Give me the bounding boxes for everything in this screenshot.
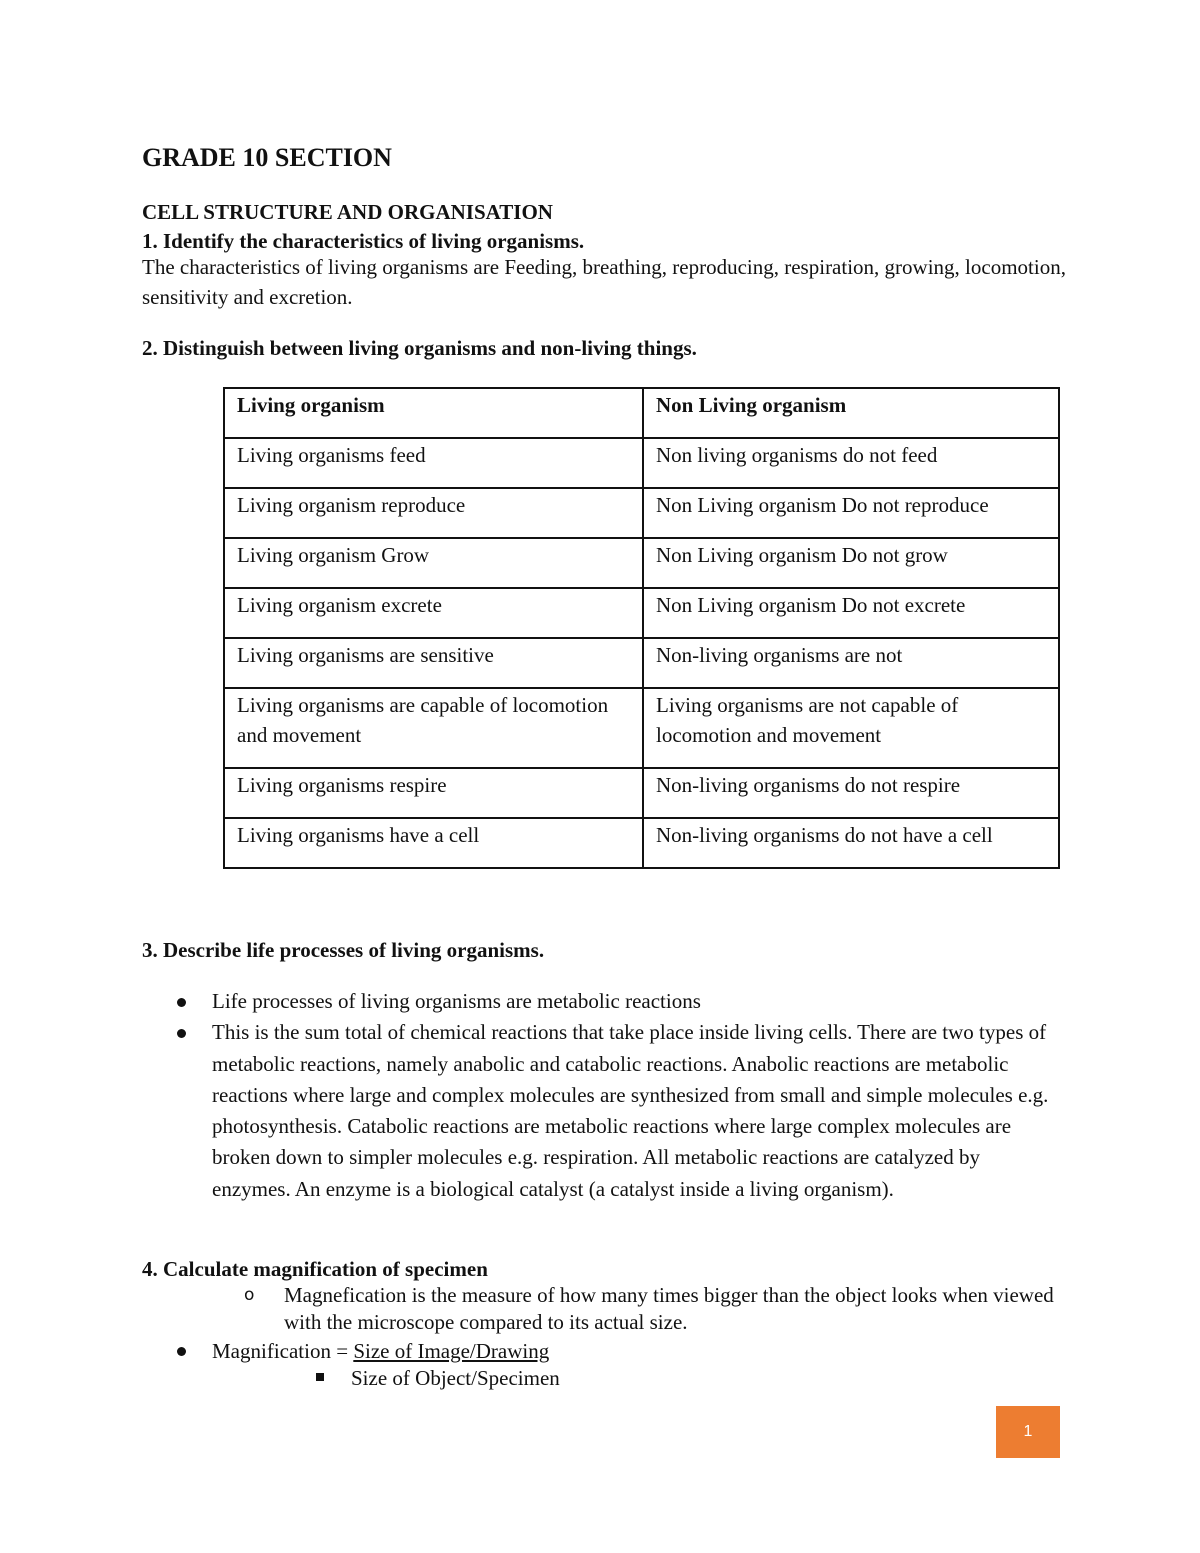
table-cell: Living organism excrete — [224, 588, 643, 638]
formula-numerator: Size of Image/Drawing — [353, 1339, 550, 1363]
table-row — [224, 538, 1059, 588]
question-3-title: 3. Describe life processes of living organisms. — [142, 938, 545, 962]
list-item — [142, 1017, 1062, 1205]
formula-denominator-line — [316, 1364, 560, 1392]
table-cell: Non Living organism Do not grow — [643, 538, 1059, 588]
square-bullet-icon — [316, 1373, 324, 1381]
question-2-title: 2. Distinguish between living organisms and non-living things. — [142, 336, 697, 360]
question-1-answer: The characteristics of living organisms are Feeding, breathing, reproducing, respiration, growing, locomotion, sensitivity and excretion. — [142, 255, 1066, 309]
comparison-table — [223, 387, 1060, 869]
magnification-definition — [244, 1282, 1074, 1336]
table-row — [224, 768, 1059, 818]
page-number: 1 — [1023, 1423, 1033, 1440]
question-1-title: 1. Identify the characteristics of living organisms. — [142, 229, 585, 253]
table-cell: Non-living organisms are not — [643, 638, 1059, 688]
table-cell: Living organisms are capable of locomotion and movement — [224, 688, 643, 768]
table-cell: Living organisms have a cell — [224, 818, 643, 868]
table-row — [224, 588, 1059, 638]
table-cell: Living organisms are not capable of locomotion and movement — [643, 688, 1059, 768]
list-item — [142, 986, 1062, 1017]
table-header-living: Living organism — [224, 388, 643, 438]
formula-prefix: Magnification = — [212, 1339, 354, 1363]
table-cell: Living organisms feed — [224, 438, 643, 488]
table-cell: Non Living organism Do not excrete — [643, 588, 1059, 638]
table-cell: Non-living organisms do not have a cell — [643, 818, 1059, 868]
table-row — [224, 638, 1059, 688]
bullet-icon — [177, 1029, 186, 1038]
bullet-icon — [177, 998, 186, 1007]
table-cell: Non Living organism Do not reproduce — [643, 488, 1059, 538]
list-item-text: This is the sum total of chemical reactions that take place inside living cells. There are two types of metabolic reactions, namely anabolic and catabolic reactions. Anabolic reactions are metabolic reactions where large and complex molecules are synthesized from small and simple molecules e.g. photosynthesis. Catabolic reactions are metabolic reactions where large complex molecules are broken down to simpler molecules e.g. respiration. All metabolic reactions are catalyzed by enzymes. An enzyme is a biological catalyst (a catalyst inside a living organism). — [212, 1020, 1049, 1201]
table-header-non-living: Non Living organism — [643, 388, 1059, 438]
bullet-icon — [177, 1347, 186, 1356]
table-row — [224, 438, 1059, 488]
magnification-formula — [142, 1337, 549, 1365]
question-4-title: 4. Calculate magnification of specimen — [142, 1257, 488, 1281]
table-row — [224, 488, 1059, 538]
table-cell: Non-living organisms do not respire — [643, 768, 1059, 818]
table-row — [224, 818, 1059, 868]
circle-bullet-icon: o — [244, 1285, 255, 1305]
section-title: CELL STRUCTURE AND ORGANISATION — [142, 200, 553, 224]
table-cell: Living organism Grow — [224, 538, 643, 588]
definition-text: Magnefication is the measure of how many times bigger than the object looks when viewed with the microscope compared to its actual size. — [284, 1283, 1054, 1334]
life-processes-list — [142, 986, 1062, 1205]
table-header-row — [224, 388, 1059, 438]
list-item-text: Life processes of living organisms are metabolic reactions — [212, 989, 701, 1013]
table-cell: Living organisms respire — [224, 768, 643, 818]
formula-denominator: Size of Object/Specimen — [351, 1366, 560, 1390]
page-heading: GRADE 10 SECTION — [142, 143, 392, 172]
table-row — [224, 688, 1059, 768]
page-number-badge — [996, 1406, 1060, 1458]
table-cell: Non living organisms do not feed — [643, 438, 1059, 488]
table-cell: Living organisms are sensitive — [224, 638, 643, 688]
table-cell: Living organism reproduce — [224, 488, 643, 538]
